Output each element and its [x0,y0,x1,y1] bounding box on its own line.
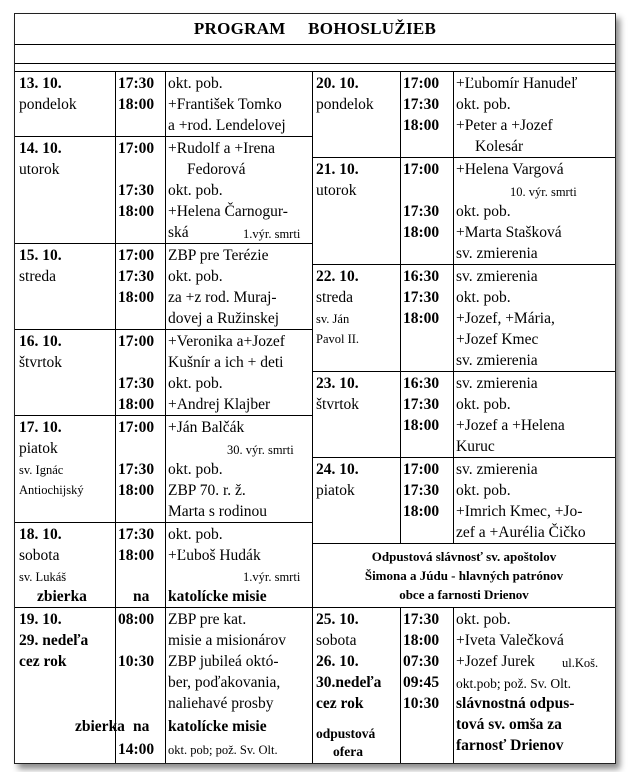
intention: Kolesár [475,138,524,155]
time: 16:30 [403,375,440,392]
date: 21. 10. [316,161,359,178]
intention: sv. zmierenia [456,375,538,392]
weekday: utorok [19,161,60,178]
offering-label: odpustová [316,726,376,741]
intention: sv. zmierenia [456,245,538,262]
collection-label: zbierka [37,588,87,605]
intention: dovej a Ružinskej [168,310,280,327]
time: 10:30 [118,653,155,670]
time: 10:30 [403,695,440,712]
time: 17:30 [118,526,155,543]
intention: okt. pob. [456,482,511,499]
weekday: pondelok [19,96,77,113]
intention: +František Tomko [168,96,282,113]
intention: +Veronika a+Jozef [168,333,285,350]
date: 29. nedeľa [19,632,89,649]
intention: okt. pob. [456,203,511,220]
feast-line: Šimona a Júdu - hlavných patrónov [364,568,564,583]
divider [400,71,401,543]
date: 25. 10. [316,611,359,628]
time: 18:00 [118,396,155,413]
divider [312,607,615,608]
intention: +Helena Čarnogur- [168,203,288,220]
date: 26. 10. [316,653,359,670]
intention: slávnostná odpus- [456,695,575,712]
date: 24. 10. [316,461,359,478]
weekday: cez rok [316,695,364,712]
weekday: piatok [19,440,58,457]
date: 14. 10. [19,140,62,157]
intention: okt. pob. [456,96,511,113]
time: 17:00 [118,247,155,264]
divider [15,329,312,330]
time: 18:00 [118,547,155,564]
offering-label: ofera [333,744,363,759]
intention: okt. pob. [168,526,223,543]
note: 10. výr. smrti [510,185,577,199]
program-sheet [14,13,616,764]
time: 18:00 [403,632,440,649]
divider [15,243,312,244]
note: ul.Koš. [562,656,599,670]
intention: +Jozef Kmec [456,331,539,348]
time: 17:30 [403,482,440,499]
divider [15,71,615,72]
intention: okt. pob. [168,461,223,478]
intention: +Helena Vargová [456,161,564,178]
date: 30.nedeľa [316,674,382,691]
intention: Kuruc [456,438,495,455]
divider [400,607,401,763]
intention: okt. pob. [168,75,223,92]
time: 18:00 [403,117,440,134]
time: 17:30 [118,75,155,92]
intention: +Iveta Valečková [456,632,564,649]
time: 18:00 [118,482,155,499]
weekday: štvrtok [316,396,360,413]
intention: a +rod. Lendelovej [168,117,286,134]
time: 07:30 [403,653,440,670]
time: 08:00 [118,611,155,628]
intention: zef a +Aurélia Čičko [456,524,586,541]
divider [15,136,312,137]
intention: +Imrich Kmec, +Jo- [456,503,583,520]
intention: naliehavé prosby [168,695,274,712]
time: 16:30 [403,268,440,285]
intention: +Peter a +Jozef [456,117,553,134]
collection-label: na [133,588,150,605]
date: 17. 10. [19,419,62,436]
collection-label: katolícke misie [168,718,267,735]
feast-line: Odpustová slávnosť sv. apoštolov [371,549,557,564]
page-title: PROGRAM BOHOSLUŽIEB [15,14,615,45]
saint: Antiochijský [19,483,84,497]
time: 17:00 [118,333,155,350]
time: 14:00 [118,741,155,758]
saint: sv. Ignác [19,463,64,477]
divider [165,71,166,763]
time: 18:00 [118,96,155,113]
blank-row [15,45,615,64]
intention: sv. zmierenia [456,352,538,369]
intention: +Jozef, +Mária, [456,310,555,327]
intention: tová sv. omša za [456,716,562,733]
weekday: utorok [316,182,357,199]
intention: okt. pob. [456,611,511,628]
weekday: streda [316,289,354,306]
note: 1.výr. smrti [243,227,301,241]
time: 17:30 [403,611,440,628]
collection-label: zbierka [75,718,125,735]
time: 17:30 [118,375,155,392]
saint: Pavol II. [316,332,360,346]
intention: ZBP jubileá októ- [168,653,279,670]
intention: okt. pob. [456,396,511,413]
date: 13. 10. [19,75,62,92]
intention: okt.pob; pož. Sv. Olt. [456,676,572,691]
date: 19. 10. [19,611,62,628]
divider [312,457,615,458]
time: 17:00 [403,161,440,178]
time: 17:30 [403,203,440,220]
time: 09:45 [403,674,440,691]
intention: Fedorová [187,161,246,178]
divider [312,371,615,372]
divider [15,522,312,523]
intention: ZBP pre kat. [168,611,247,628]
note: 30. výr. smrti [227,443,294,457]
date: 20. 10. [316,75,359,92]
intention: ber, poďakovania, [168,674,281,691]
time: 18:00 [403,503,440,520]
date: 23. 10. [316,375,359,392]
intention: okt. pob; pož. Sv. Olt. [168,743,278,757]
time: 17:30 [118,268,155,285]
intention: ZBP 70. r. ž. [168,482,246,499]
intention: ZBP pre Terézie [168,247,269,264]
intention: +Ján Balčák [168,419,245,436]
intention: za +z rod. Muraj- [168,289,277,306]
time: 18:00 [403,417,440,434]
intention: okt. pob. [456,289,511,306]
divider [115,71,116,763]
intention: +Andrej Klajber [168,396,271,413]
time: 18:00 [403,310,440,327]
weekday: piatok [316,482,355,499]
intention: sv. zmierenia [456,268,538,285]
intention: +Marta Stašková [456,224,562,241]
intention: ská [168,224,189,241]
weekday: sobota [316,632,357,649]
intention: Kušnír a ich + deti [168,354,284,371]
collection-label: katolícke misie [168,588,267,605]
time: 18:00 [118,203,155,220]
note: 1.výr. smrti [243,570,301,584]
divider [312,71,313,763]
intention: okt. pob. [168,182,223,199]
weekday: štvrtok [19,354,63,371]
date: 22. 10. [316,268,359,285]
weekday: sobota [19,547,60,564]
intention: +Ľuboš Hudák [168,547,261,564]
time: 17:00 [118,419,155,436]
intention: +Rudolf a +Irena [168,140,276,157]
saint: sv. Lukáš [19,570,67,584]
intention: okt. pob. [168,375,223,392]
weekday: cez rok [19,653,67,670]
intention: okt. pob. [168,268,223,285]
time: 17:00 [403,461,440,478]
time: 18:00 [403,224,440,241]
feast-line: obce a farnosti Drienov [399,587,529,602]
saint: sv. Ján [316,312,350,326]
time: 17:30 [118,461,155,478]
time: 17:30 [403,289,440,306]
time: 17:00 [118,140,155,157]
intention: Marta s rodinou [168,503,268,520]
time: 17:30 [403,96,440,113]
intention: +Jozef a +Helena [456,417,565,434]
date: 15. 10. [19,247,62,264]
intention: farnosť Drienov [456,737,564,754]
divider [312,157,615,158]
divider [312,543,615,544]
date: 18. 10. [19,526,62,543]
weekday: streda [19,268,57,285]
time: 17:30 [403,396,440,413]
divider [453,71,454,543]
date: 16. 10. [19,333,62,350]
intention: +Ľubomír Hanudeľ [456,75,578,92]
time: 17:00 [403,75,440,92]
collection-label: na [133,718,150,735]
divider [15,607,312,608]
intention: +Jozef Jurek [456,653,535,670]
divider [312,264,615,265]
time: 18:00 [118,289,155,306]
divider [453,607,454,763]
divider [15,415,312,416]
intention: misie a misionárov [168,632,286,649]
time: 17:30 [118,182,155,199]
intention: sv. zmierenia [456,461,538,478]
weekday: pondelok [316,96,374,113]
